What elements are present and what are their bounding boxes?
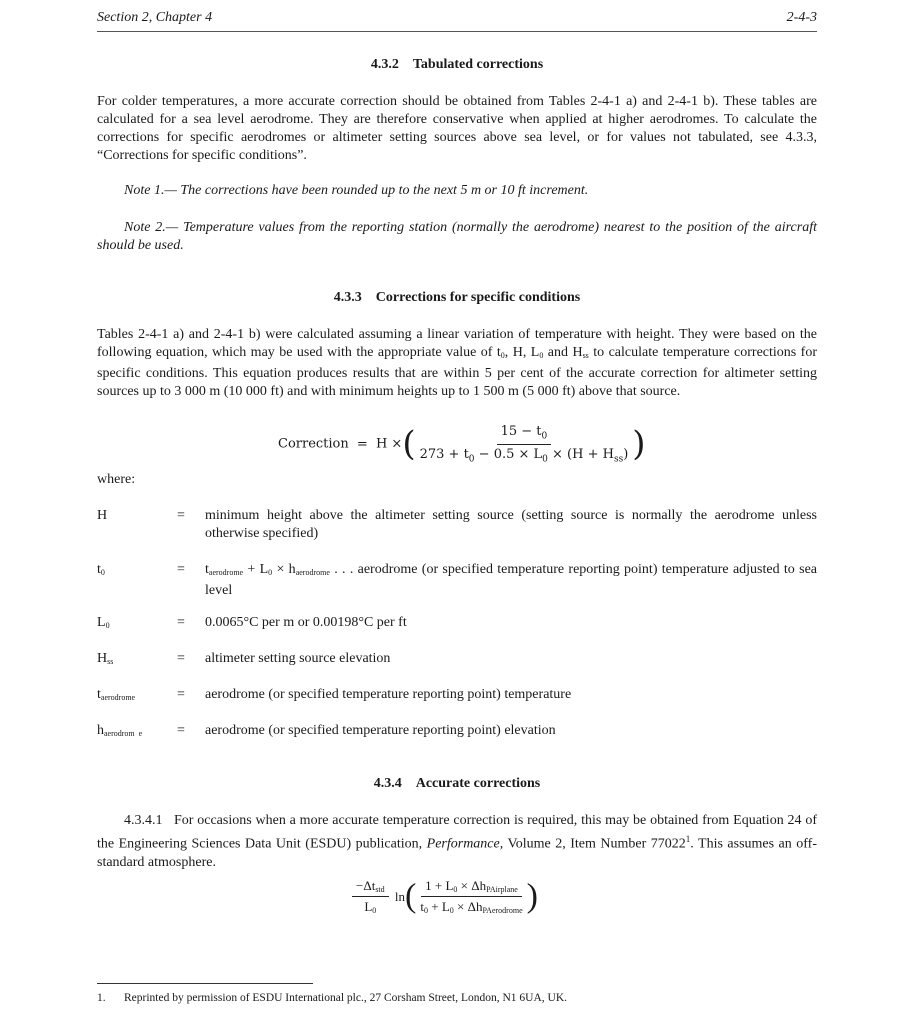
subscript: aerodrome [208, 568, 244, 577]
running-header-section: Section 2, Chapter 4 [97, 10, 213, 25]
text-run: + L [427, 899, 450, 914]
subscript: 0 [372, 906, 377, 915]
subscript: ss [107, 657, 114, 666]
equals-sign: = [177, 562, 185, 577]
equals-sign: = [356, 436, 368, 452]
heading-number: 4.3.3 [333, 290, 362, 305]
definition-symbol [97, 650, 113, 671]
footnote [97, 992, 567, 1004]
text-run: to calculate temperature corrections for specific conditions. This equation produces results that are within 5 per cent of the accurate correction for altimeter setting sources up to 3 000 m (10 000 ft) and with minimum heights up to 1 500 m (5 000 ft) above that source. [97, 345, 817, 399]
heading-4-3-3 [97, 290, 817, 306]
definition-symbol [97, 561, 105, 582]
definition-text: aerodrome (or specified temperature reporting point) elevation [205, 723, 556, 738]
close-paren: ) [632, 424, 646, 465]
text-run: + L [243, 562, 269, 577]
definition-row-h [97, 507, 817, 543]
symbol-text: t [97, 562, 101, 577]
ln-operator: ln [394, 888, 406, 904]
numerator [497, 424, 552, 445]
heading-title: Corrections for specific conditions [375, 290, 581, 305]
subscript: ss [613, 454, 624, 465]
open-paren: ( [405, 877, 417, 915]
definition-symbol [97, 614, 110, 635]
paragraph-number: 4.3.4.1 [124, 813, 163, 828]
subscript: 0 [449, 906, 454, 915]
text-run: L [364, 899, 373, 914]
paragraph-accurate-corrections [97, 812, 817, 872]
subscript: std [375, 885, 385, 894]
text-run: 15 − t [500, 424, 542, 439]
text-run: − 0.5 × L [474, 446, 543, 462]
denominator [416, 897, 526, 915]
text-run: 273 + t [419, 446, 469, 462]
close-paren: ) [526, 877, 538, 915]
subscript: aerodrome [100, 693, 136, 702]
definition-symbol [97, 722, 142, 743]
subscript: 0 [500, 351, 505, 360]
definition-text: minimum height above the altimeter setting source (setting source is normally the aerodrome unless otherwise specified) [205, 508, 817, 541]
note-2: Note 2.— Temperature values from the reporting station (normally the aerodrome) nearest to the position of the aircraft should be used. [97, 220, 817, 253]
equals-sign: = [177, 651, 185, 666]
subscript: ss [582, 351, 589, 360]
definition-row-h-aerodrome [97, 722, 817, 740]
definition-text: altimeter setting source elevation [205, 651, 391, 666]
left-fraction [352, 878, 389, 915]
equals-sign: = [177, 615, 185, 630]
subscript: 0 [542, 454, 548, 465]
publication-title: Performance, [426, 836, 504, 852]
text-run: . This assumes an off-standard atmosphere. [97, 836, 817, 870]
equals-sign: = [177, 723, 185, 738]
definition-row-t-aerodrome [97, 686, 817, 704]
equals-sign: = [177, 508, 185, 523]
text-run: For occasions when a more accurate temperature correction is required, this may be obtained from Equation 24 of the Engineering Sciences Data Unit (ESDU) publication, [97, 813, 818, 852]
definition-row-t0 [97, 561, 817, 597]
footnote-number: 1. [97, 992, 106, 1004]
header-rule [97, 31, 817, 32]
footnote-rule [97, 983, 313, 984]
heading-title: Accurate corrections [415, 776, 541, 791]
equation-fraction [416, 424, 633, 464]
text-run: t [420, 899, 424, 914]
symbol-text: h [97, 723, 104, 738]
page-number: 2-4-3 [786, 10, 817, 25]
definition-text: 0.0065°C per m or 0.00198°C per ft [205, 615, 407, 630]
heading-number: 4.3.4 [373, 776, 402, 791]
definition-symbol [97, 686, 135, 707]
footnote-reference[interactable]: 1 [685, 834, 691, 844]
equals-sign: = [177, 687, 185, 702]
text-run: × Δh [457, 878, 487, 893]
definition-text [205, 561, 817, 600]
numerator [421, 878, 522, 897]
symbol-text: L [97, 615, 106, 630]
subscript: aerodrome [295, 568, 330, 577]
definition-row-l0 [97, 614, 817, 632]
heading-title: Tabulated corrections [412, 57, 544, 72]
text-run: −Δt [356, 878, 376, 893]
text-run: Tables 2-4-1 a) and 2-4-1 b) were calculated assuming a linear variation of temperature with height. They were based on the following equation, which may be used with the appropriate value of t [97, 327, 817, 360]
paragraph-tabulated-corrections: For colder temperatures, a more accurate correction should be obtained from Tables 2-4-1 a) and 2-4-1 b). These tables are calculated for a sea level aerodrome. They are therefore conservative when applied at higher aerodromes. To calculate the corrections for specific aerodromes or altimeter setting sources above sea level, or for values not tabulated, see 4.3.3, “Corrections for specific conditions”. [97, 94, 817, 163]
text-run: × Δh [453, 899, 483, 914]
subscript: 0 [268, 568, 273, 577]
symbol-text: t [97, 687, 101, 702]
heading-4-3-4 [97, 776, 817, 792]
text-run: . . . aerodrome (or specified temperature reporting point) temperature adjusted to sea level [205, 562, 817, 598]
log-fraction [416, 878, 526, 915]
subscript: 0 [453, 885, 458, 894]
text-run: 1 + L [425, 878, 454, 893]
text-run: × (H + H [547, 446, 614, 462]
definition-symbol [97, 507, 107, 525]
text-run: t [205, 562, 209, 577]
text-run: × h [272, 562, 296, 577]
where-label: where: [97, 472, 136, 487]
denominator [416, 445, 633, 465]
denominator [360, 897, 380, 915]
text-run: , H, L [504, 345, 540, 360]
footnote-text: Reprinted by permission of ESDU International plc., 27 Corsham Street, London, N1 6UA, UK. [124, 992, 568, 1004]
subscript: 0 [423, 906, 428, 915]
note-1: Note 1.— The corrections have been rounded up to the next 5 m or 10 ft increment. [124, 183, 589, 198]
paragraph-specific-conditions [97, 326, 817, 401]
subscript: 0 [539, 351, 544, 360]
numerator [352, 878, 389, 897]
equation-lhs: Correction [278, 436, 349, 452]
text-run: and H [543, 345, 583, 360]
subscript: PAirplane [486, 885, 518, 894]
symbol-text: H [97, 651, 108, 666]
esdu-equation [352, 878, 538, 915]
subscript: 0 [541, 431, 548, 442]
subscript: PAerodrome [482, 906, 523, 915]
correction-equation [278, 424, 646, 464]
definition-row-hss [97, 650, 817, 668]
subscript: 0 [100, 568, 105, 577]
subscript: 0 [105, 621, 110, 630]
heading-4-3-2 [97, 57, 817, 73]
open-paren: ( [402, 424, 416, 465]
heading-number: 4.3.2 [370, 57, 399, 72]
definition-text: aerodrome (or specified temperature reporting point) temperature [205, 687, 572, 702]
equation-factor: H × [375, 436, 403, 452]
subscript: aerodrom e [104, 729, 143, 738]
subscript: 0 [468, 454, 475, 465]
text-run: ) [623, 446, 629, 462]
text-run: Volume 2, Item Number 77022 [503, 836, 686, 852]
symbol-text: H [97, 508, 108, 523]
